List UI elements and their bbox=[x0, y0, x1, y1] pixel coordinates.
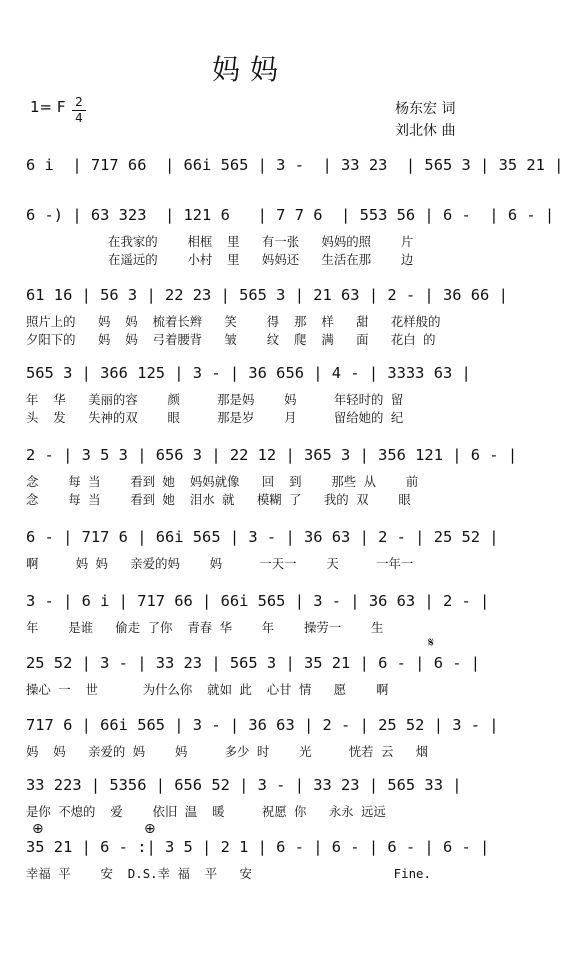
lyric-line-1: 在我家的 相框 里 有一张 妈妈的照 片 bbox=[26, 234, 414, 249]
meter-bottom: 4 bbox=[75, 111, 83, 125]
lyric-line-1: 念 每 当 看到 她 妈妈就像 回 到 那些 从 前 bbox=[26, 474, 419, 489]
notation-line: 717 6 | 66i 565 | 3 - | 36 63 | 2 - | 25 52 | 3 - | bbox=[26, 716, 499, 734]
coda-icon: ⊕ bbox=[32, 821, 44, 837]
time-signature bbox=[72, 96, 86, 125]
lyricist-credit: 杨东宏 词 bbox=[395, 101, 456, 117]
lyric-line-2: 夕阳下的 妈 妈 弓着腰背 皱 纹 爬 满 面 花白 的 bbox=[26, 332, 436, 347]
lyric-line-1: 操心 一 世 为什么你 就如 此 心甘 情 愿 啊 bbox=[26, 682, 389, 697]
lyric-line-1: 照片上的 妈 妈 梳着长辫 笑 得 那 样 甜 花样般的 bbox=[26, 314, 441, 329]
lyric-line-1: 年 华 美丽的容 颜 那是妈 妈 年轻时的 留 bbox=[26, 392, 404, 407]
lyric-line-1: 啊 妈 妈 亲爱的妈 妈 一天一 天 一年一 bbox=[26, 556, 414, 571]
notation-line: 6 - | 717 6 | 66i 565 | 3 - | 36 63 | 2 - | 25 52 | bbox=[26, 528, 499, 546]
lyric-line-1: 是你 不熄的 爱 依旧 温 暖 祝愿 你 永永 远远 bbox=[26, 804, 386, 819]
lyric-line-2: 在遥远的 小村 里 妈妈还 生活在那 边 bbox=[26, 252, 414, 267]
notation-line: 6 -) | 63 323 | 121 6 | 7 7 6 | 553 56 | 6 - | 6 - | bbox=[26, 206, 555, 224]
notation-line: 61 16 | 56 3 | 22 23 | 565 3 | 21 63 | 2 - | 36 66 | bbox=[26, 286, 508, 304]
composer-credit: 刘北休 曲 bbox=[395, 123, 456, 139]
song-title: 妈妈 bbox=[211, 53, 288, 86]
notation-line: 565 3 | 366 125 | 3 - | 36 656 | 4 - | 3333 63 | bbox=[26, 364, 471, 382]
key-signature: 1= F bbox=[30, 98, 66, 116]
notation-line: 3 - | 6 i | 717 66 | 66i 565 | 3 - | 36 63 | 2 - | bbox=[26, 592, 490, 610]
lyric-line-2: 头 发 失神的双 眼 那是岁 月 留给她的 纪 bbox=[26, 410, 404, 425]
notation-line: 6 i | 717 66 | 66i 565 | 3 - | 33 23 | 565 3 | 35 21 | bbox=[26, 156, 563, 174]
lyric-line-1: 年 是谁 偷走 了你 青春 华 年 操劳一 生 bbox=[26, 620, 384, 635]
lyric-line-1: 妈 妈 亲爱的 妈 妈 多少 时 光 恍若 云 烟 bbox=[26, 744, 429, 759]
notation-line: 33 223 | 5356 | 656 52 | 3 - | 33 23 | 565 33 | bbox=[26, 776, 462, 794]
notation-line: 25 52 | 3 - | 33 23 | 565 3 | 35 21 | 6 - | 6 - | bbox=[26, 654, 481, 672]
notation-line: 2 - | 3 5 3 | 656 3 | 22 12 | 365 3 | 356 121 | 6 - | bbox=[26, 446, 518, 464]
segno-icon: 𝄋 bbox=[428, 635, 435, 651]
notation-line: 35 21 | 6 - :| 3 5 | 2 1 | 6 - | 6 - | 6 - | 6 - | bbox=[26, 838, 490, 856]
meter-top: 2 bbox=[75, 95, 83, 109]
lyric-line-2: 念 每 当 看到 她 泪水 就 模糊 了 我的 双 眼 bbox=[26, 492, 411, 507]
coda-icon: ⊕ bbox=[144, 821, 156, 837]
lyric-line-1: 幸福 平 安 D.S.幸 福 平 安 Fine. bbox=[26, 866, 431, 881]
